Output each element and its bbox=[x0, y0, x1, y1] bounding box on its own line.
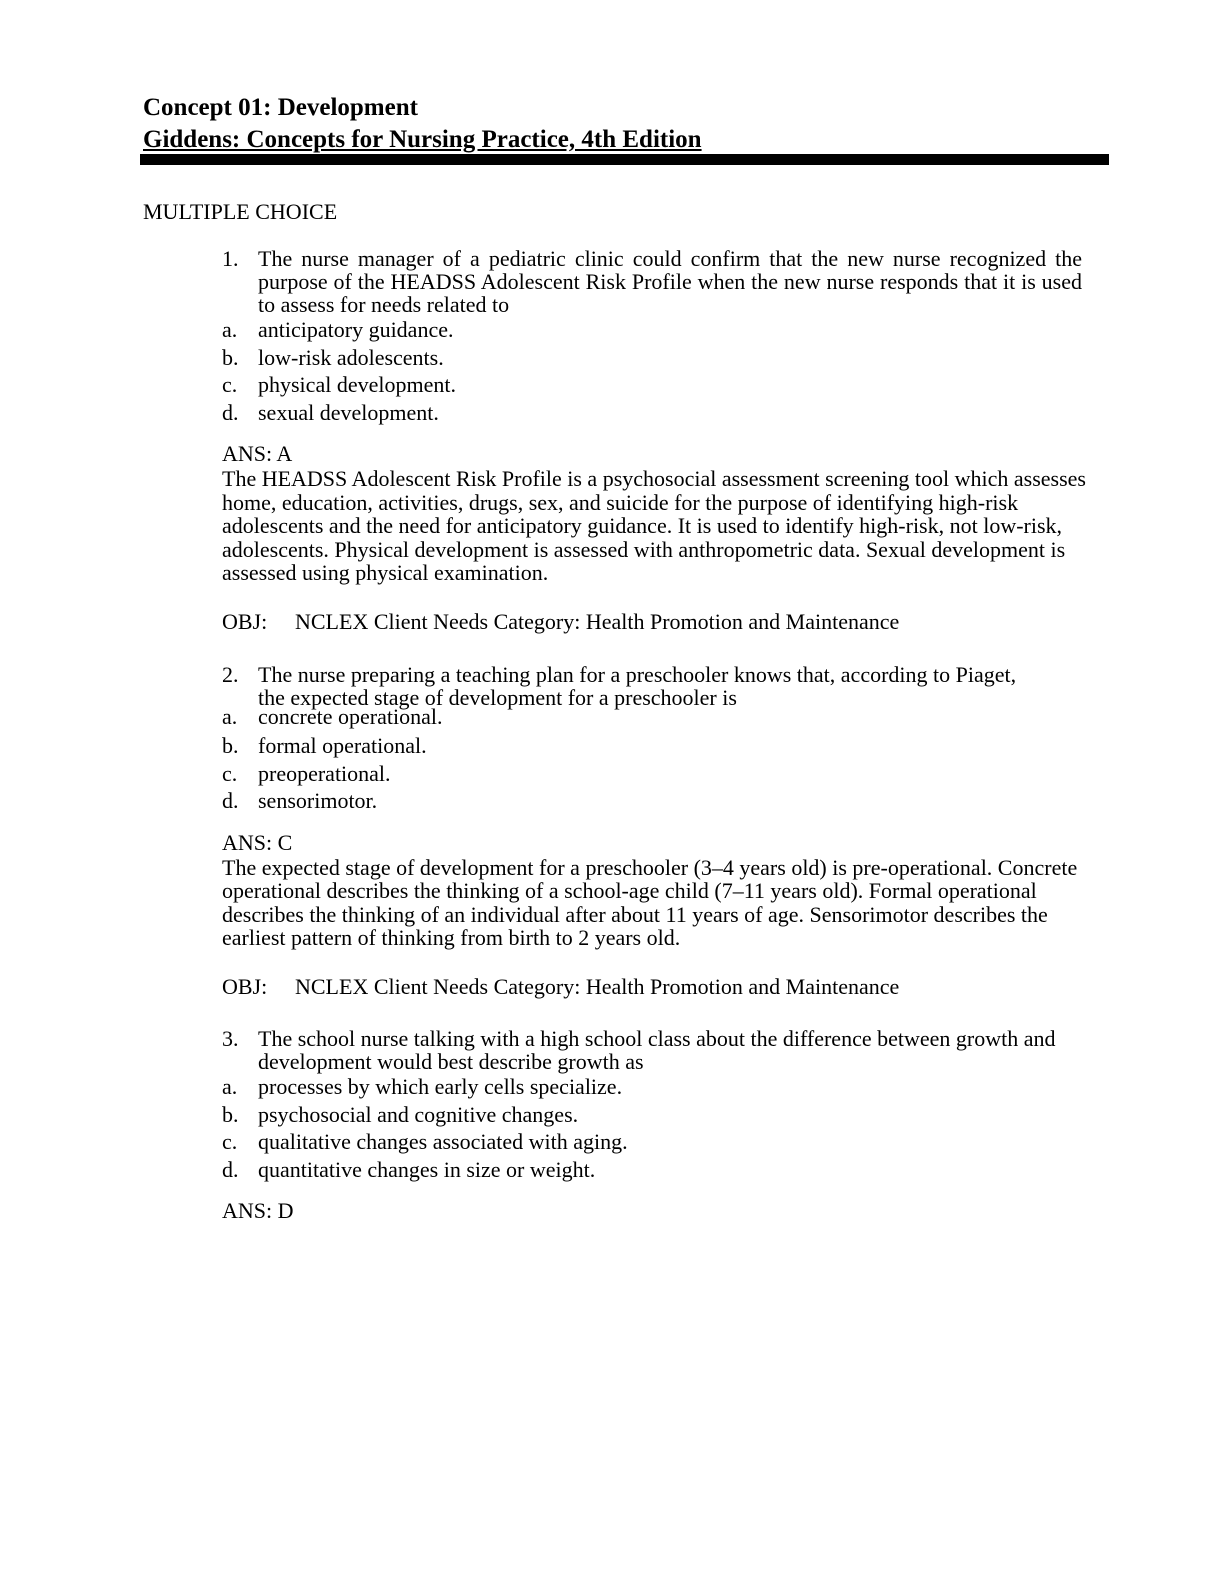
option-letter: d. bbox=[222, 399, 239, 425]
option-d bbox=[222, 1156, 1082, 1184]
question-2 bbox=[222, 663, 1082, 1000]
objective-text: NCLEX Client Needs Category: Health Promotion and Maintenance bbox=[295, 973, 900, 999]
option-text: qualitative changes associated with aging. bbox=[258, 1129, 628, 1154]
question-stem bbox=[222, 247, 1082, 316]
option-letter: a. bbox=[222, 1074, 238, 1099]
rationale: The expected stage of development for a preschooler (3–4 years old) is pre-operational. Concrete operational describes the thinking of a school-age child (7–11 years old). Formal operational describes the thinking of an individual after about 11 years of age. Sensorimotor describes the earliest pattern of thinking from birth to 2 years old. bbox=[222, 854, 1078, 950]
option-c bbox=[222, 371, 1082, 399]
option-letter: a. bbox=[222, 317, 238, 342]
question-text: The school nurse talking with a high school class about the difference between growth and development would best describe growth as bbox=[258, 1026, 1056, 1074]
option-a bbox=[222, 1073, 1082, 1101]
answer-key: ANS: C bbox=[222, 829, 293, 855]
option-letter: c. bbox=[222, 760, 238, 786]
option-letter: c. bbox=[222, 1129, 238, 1154]
option-b bbox=[222, 732, 1082, 760]
question-1 bbox=[222, 246, 1086, 635]
answer-key: ANS: A bbox=[222, 441, 293, 466]
header-rule bbox=[140, 154, 1109, 165]
objective bbox=[222, 974, 1082, 1000]
option-text: concrete operational. bbox=[258, 704, 443, 729]
option-letter: c. bbox=[222, 372, 238, 397]
page-title: Concept 01: Development bbox=[143, 94, 418, 121]
rationale: The HEADSS Adolescent Risk Profile is a psychosocial assessment screening tool which assesses home, education, activities, drugs, sex, and suicide for the purpose of identifying high-risk adolescents and the need for anticipatory guidance. It is used to identify high-risk, not low-risk, adolescents. Physical development is assessed with anthropometric data. Sexual development is assessed using physical examination. bbox=[222, 466, 1086, 585]
option-c bbox=[222, 760, 1082, 788]
option-d bbox=[222, 787, 1082, 815]
question-3 bbox=[222, 1027, 1082, 1224]
objective-label: OBJ: bbox=[222, 608, 268, 634]
question-number: 3. bbox=[222, 1026, 239, 1051]
option-text: preoperational. bbox=[258, 760, 391, 786]
section-heading: MULTIPLE CHOICE bbox=[143, 199, 338, 224]
objective bbox=[222, 609, 1082, 635]
option-text: low-risk adolescents. bbox=[258, 344, 444, 370]
option-letter: d. bbox=[222, 788, 239, 813]
option-b bbox=[222, 1101, 1082, 1129]
document-header bbox=[143, 92, 1109, 156]
option-b bbox=[222, 344, 1082, 372]
option-letter: b. bbox=[222, 1101, 239, 1127]
option-text: psychosocial and cognitive changes. bbox=[258, 1101, 579, 1127]
option-letter: b. bbox=[222, 344, 239, 370]
option-c bbox=[222, 1128, 1082, 1156]
objective-label: OBJ: bbox=[222, 973, 268, 999]
question-stem bbox=[222, 1027, 1082, 1073]
option-text: sexual development. bbox=[258, 399, 439, 425]
option-a bbox=[222, 316, 1082, 344]
option-d bbox=[222, 399, 1082, 427]
option-letter: b. bbox=[222, 733, 239, 758]
question-number: 2. bbox=[222, 662, 239, 687]
option-letter: a. bbox=[222, 704, 238, 729]
option-text: processes by which early cells specialize. bbox=[258, 1074, 623, 1099]
option-text: sensorimotor. bbox=[258, 788, 378, 813]
option-text: physical development. bbox=[258, 372, 456, 397]
option-text: anticipatory guidance. bbox=[258, 317, 454, 342]
option-a bbox=[222, 704, 1082, 729]
question-text: The nurse preparing a teaching plan for a preschooler knows that, according to Piaget, the expected stage of development for a preschooler is bbox=[258, 662, 1017, 710]
question-stem bbox=[222, 663, 1082, 709]
option-text: quantitative changes in size or weight. bbox=[258, 1156, 596, 1182]
question-number: 1. bbox=[222, 246, 239, 271]
option-text: formal operational. bbox=[258, 733, 427, 758]
objective-text: NCLEX Client Needs Category: Health Promotion and Maintenance bbox=[295, 608, 900, 634]
question-text: The nurse manager of a pediatric clinic could confirm that the new nurse recognized the purpose of the HEADSS Adolescent Risk Profile when the new nurse responds that it is used to assess for needs related to bbox=[258, 246, 1082, 317]
option-letter: d. bbox=[222, 1156, 239, 1182]
book-title: Giddens: Concepts for Nursing Practice, 4th Edition bbox=[143, 126, 702, 153]
answer-key: ANS: D bbox=[222, 1198, 294, 1223]
